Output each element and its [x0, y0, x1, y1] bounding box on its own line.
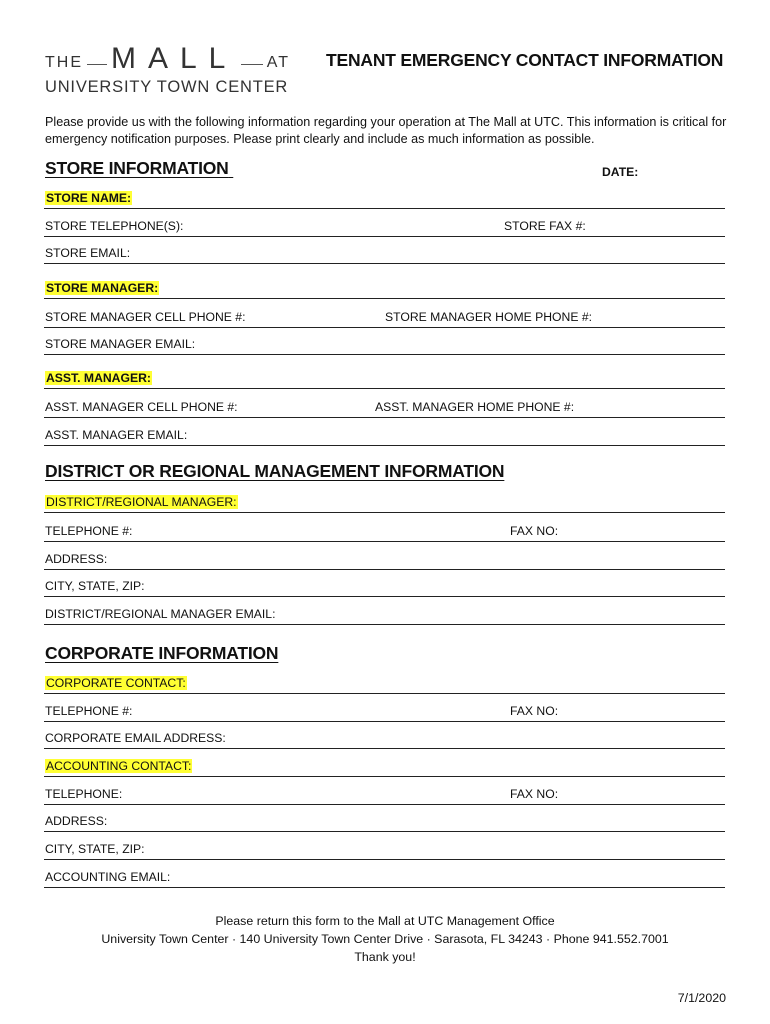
store-name-label: STORE NAME:: [46, 191, 132, 205]
logo-divider-right: [241, 64, 262, 65]
corporate-contact-label: CORPORATE CONTACT:: [46, 676, 186, 690]
asst-manager-phone-line[interactable]: [44, 417, 725, 418]
accounting-contact-line[interactable]: [44, 776, 725, 777]
document-title: TENANT EMERGENCY CONTACT INFORMATION: [326, 50, 724, 70]
asst-manager-label: ASST. MANAGER:: [46, 371, 151, 385]
corporate-email-label: CORPORATE EMAIL ADDRESS:: [45, 731, 226, 745]
accounting-address-line[interactable]: [44, 831, 725, 832]
district-telephone-line[interactable]: [44, 541, 725, 542]
corporate-fax-label: FAX NO:: [510, 704, 559, 718]
corporate-contact-line[interactable]: [44, 693, 725, 694]
district-email-label: DISTRICT/REGIONAL MANAGER EMAIL:: [45, 607, 276, 621]
store-manager-line[interactable]: [44, 298, 725, 299]
accounting-email-label: ACCOUNTING EMAIL:: [45, 870, 171, 884]
logo-at: AT: [266, 54, 290, 71]
asst-manager-line[interactable]: [44, 388, 725, 389]
store-section-heading: STORE INFORMATION: [45, 158, 229, 178]
corporate-telephone-line[interactable]: [44, 721, 725, 722]
logo-divider-left: [87, 64, 107, 65]
district-fax-label: FAX NO:: [510, 524, 559, 538]
store-fax-label: STORE FAX #:: [504, 219, 586, 233]
store-telephone-line[interactable]: [44, 236, 725, 237]
district-address-label: ADDRESS:: [45, 552, 108, 566]
revision-date: 7/1/2020: [677, 991, 726, 1005]
store-name-line[interactable]: [44, 208, 725, 209]
footer-thanks: Thank you!: [354, 950, 416, 964]
corporate-email-line[interactable]: [44, 748, 725, 749]
district-city-line[interactable]: [44, 596, 725, 597]
district-email-line[interactable]: [44, 624, 725, 625]
store-manager-label: STORE MANAGER:: [46, 281, 159, 295]
accounting-city-label: CITY, STATE, ZIP:: [45, 842, 145, 856]
store-email-line[interactable]: [44, 263, 725, 264]
asst-manager-email-label: ASST. MANAGER EMAIL:: [45, 428, 188, 442]
store-manager-phone-line[interactable]: [44, 327, 725, 328]
accounting-telephone-line[interactable]: [44, 804, 725, 805]
asst-manager-cell-label: ASST. MANAGER CELL PHONE #:: [45, 400, 238, 414]
corporate-section-heading: CORPORATE INFORMATION: [45, 643, 279, 663]
accounting-contact-label: ACCOUNTING CONTACT:: [46, 759, 192, 773]
district-address-line[interactable]: [44, 569, 725, 570]
store-telephone-label: STORE TELEPHONE(S):: [45, 219, 184, 233]
store-manager-email-line[interactable]: [44, 354, 725, 355]
footer-address: University Town Center · 140 University Town Center Drive · Sarasota, FL 34243 · Phone 941.552.7001: [101, 932, 669, 946]
logo-subtitle: UNIVERSITY TOWN CENTER: [45, 78, 289, 96]
accounting-fax-label: FAX NO:: [510, 787, 559, 801]
district-manager-label: DISTRICT/REGIONAL MANAGER:: [46, 495, 237, 509]
accounting-address-label: ADDRESS:: [45, 814, 108, 828]
district-manager-line[interactable]: [44, 512, 725, 513]
store-manager-email-label: STORE MANAGER EMAIL:: [45, 337, 196, 351]
district-city-label: CITY, STATE, ZIP:: [45, 579, 145, 593]
accounting-email-line[interactable]: [44, 887, 725, 888]
district-telephone-label: TELEPHONE #:: [45, 524, 133, 538]
accounting-city-line[interactable]: [44, 859, 725, 860]
asst-manager-email-line[interactable]: [44, 445, 725, 446]
district-section-heading: DISTRICT OR REGIONAL MANAGEMENT INFORMATION: [45, 461, 505, 481]
accounting-telephone-label: TELEPHONE:: [45, 787, 123, 801]
store-manager-home-label: STORE MANAGER HOME PHONE #:: [385, 310, 592, 324]
asst-manager-home-label: ASST. MANAGER HOME PHONE #:: [375, 400, 575, 414]
footer-line-1: Please return this form to the Mall at UTC Management Office: [215, 914, 555, 928]
mall-logo: [45, 44, 290, 76]
corporate-telephone-label: TELEPHONE #:: [45, 704, 133, 718]
store-email-label: STORE EMAIL:: [45, 246, 131, 260]
logo-mall: MALL: [111, 42, 238, 75]
intro-text: Please provide us with the following information regarding your operation at The Mall at UTC. This information is critical for emergency notification purposes. Please print clearly and include as much information as possible.: [45, 115, 727, 146]
date-label: DATE:: [602, 165, 639, 179]
logo-the: THE: [45, 54, 83, 71]
store-manager-cell-label: STORE MANAGER CELL PHONE #:: [45, 310, 246, 324]
